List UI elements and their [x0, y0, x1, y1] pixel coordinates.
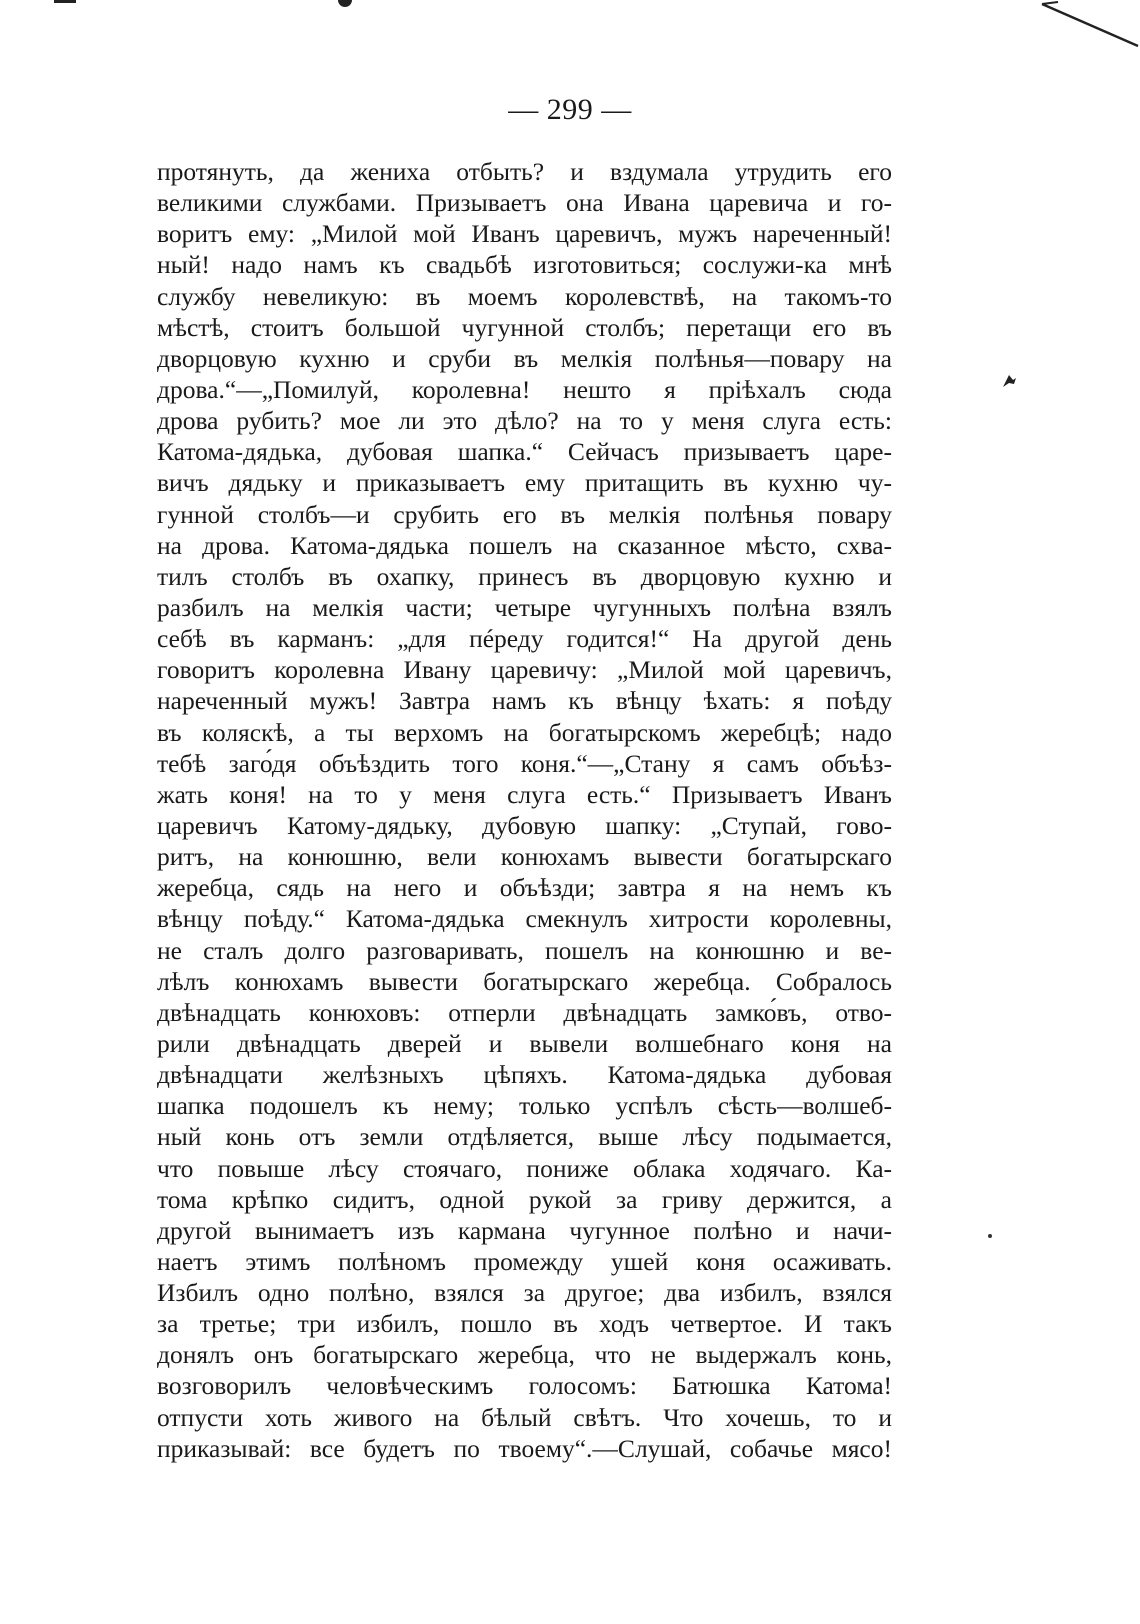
text-line: донялъ онъ богатырскаго жеребца, что не выдержалъ конь, [157, 1340, 892, 1370]
text-line: на дрова. Катома-дядька пошелъ на сказанное мѣсто, схва- [157, 530, 892, 560]
text-line: разбилъ на мелкія части; четыре чугунныхъ полѣна взялъ [157, 592, 892, 622]
text-line: Избилъ одно полѣно, взялся за другое; два избилъ, взялся [157, 1278, 892, 1308]
text-line: царевичъ Катому-дядьку, дубовую шапку: „Ступай, гово- [157, 810, 892, 840]
text-line: жеребца, сядь на него и объѣзди; завтра я на немъ къ [157, 873, 892, 903]
text-line: Катома-дядька, дубовая шапка.“ Сейчасъ призываетъ царе- [157, 437, 892, 467]
scan-mark [1040, 0, 1140, 50]
text-line: ритъ, на конюшню, вели конюхамъ вывести богатырскаго [157, 842, 892, 872]
text-line: наетъ этимъ полѣномъ промежду ушей коня осаживать. [157, 1246, 892, 1276]
text-line: тома крѣпко сидитъ, одной рукой за гриву держится, а [157, 1184, 892, 1214]
text-line: себѣ въ карманъ: „для пéреду годится!“ На другой день [157, 624, 892, 654]
text-line: двѣнадцать конюховъ: отперли двѣнадцать замко́въ, отво- [157, 997, 892, 1027]
body-text [157, 156, 892, 1464]
text-line: протянуть, да жениха отбыть? и вздумала утрудить его [157, 157, 892, 186]
text-line: вѣнцу поѣду.“ Катома-дядька смекнулъ хитрости королевны, [157, 904, 892, 934]
text-line: приказывай: все будетъ по твоему“.—Слушай, собачье мясо! [157, 1433, 892, 1463]
text-line: шапка подошелъ къ нему; только успѣлъ сѣсть—волшеб- [157, 1091, 892, 1121]
scan-mark [54, 0, 76, 3]
text-line: великими службами. Призываетъ она Ивана царевича и го- [157, 188, 892, 218]
text-line: гунной столбъ—и срубить его въ мелкія полѣнья повару [157, 499, 892, 529]
text-line: въ коляскѣ, а ты верхомъ на богатырскомъ жеребцѣ; надо [157, 717, 892, 747]
ink-blot [1000, 372, 1018, 390]
text-line: говоритъ королевна Ивану царевичу: „Милой мой царевичъ, [157, 655, 892, 685]
text-line: жать коня! на то у меня слуга есть.“ Призываетъ Иванъ [157, 779, 892, 809]
text-line: ный! надо намъ къ свадьбѣ изготовиться; сослужи-ка мнѣ [157, 250, 892, 280]
text-line: не сталъ долго разговаривать, пошелъ на конюшню и ве- [157, 935, 892, 965]
text-line: дрова.“—„Помилуй, королевна! нешто я пріѣхалъ сюда [157, 374, 892, 404]
text-line: за третье; три избилъ, пошло въ ходъ четвертое. И такъ [157, 1309, 892, 1339]
text-line: дрова рубить? мое ли это дѣло? на то у меня слуга есть: [157, 406, 892, 436]
text-line: тилъ столбъ въ охапку, принесъ въ дворцовую кухню и [157, 561, 892, 591]
text-line: службу невеликую: въ моемъ королевствѣ, на такомъ-то [157, 281, 892, 311]
ink-dot [988, 1234, 992, 1238]
text-line: дворцовую кухню и сруби въ мелкія полѣнья—повару на [157, 343, 892, 373]
text-line: мѣстѣ, стоитъ большой чугунной столбъ; перетащи его въ [157, 312, 892, 342]
text-line: лѣлъ конюхамъ вывести богатырскаго жеребца. Собралось [157, 966, 892, 996]
text-line: тебѣ заго́дя объѣздить того коня.“—„Стану я самъ объѣз- [157, 748, 892, 778]
page-number: — 299 — [508, 93, 632, 126]
text-line: вичъ дядьку и приказываетъ ему притащить въ кухню чу- [157, 468, 892, 498]
text-line: рили двѣнадцать дверей и вывели волшебнаго коня на [157, 1028, 892, 1058]
text-line: отпусти хоть живого на бѣлый свѣтъ. Что хочешь, то и [157, 1402, 892, 1432]
text-line: другой вынимаетъ изъ кармана чугунное полѣно и начи- [157, 1215, 892, 1245]
text-line: ный конь отъ земли отдѣляется, выше лѣсу подымается, [157, 1122, 892, 1152]
text-line: воритъ ему: „Милой мой Иванъ царевичъ, мужъ нареченный! [157, 219, 892, 249]
scan-mark [338, 0, 352, 7]
text-line: возговорилъ человѣческимъ голосомъ: Батюшка Катома! [157, 1371, 892, 1401]
text-line: что повыше лѣсу стоячаго, пониже облака ходячаго. Ка- [157, 1153, 892, 1183]
text-line: нареченный мужъ! Завтра намъ къ вѣнцу ѣхать: я поѣду [157, 686, 892, 716]
text-line: двѣнадцати желѣзныхъ цѣпяхъ. Катома-дядька дубовая [157, 1060, 892, 1090]
